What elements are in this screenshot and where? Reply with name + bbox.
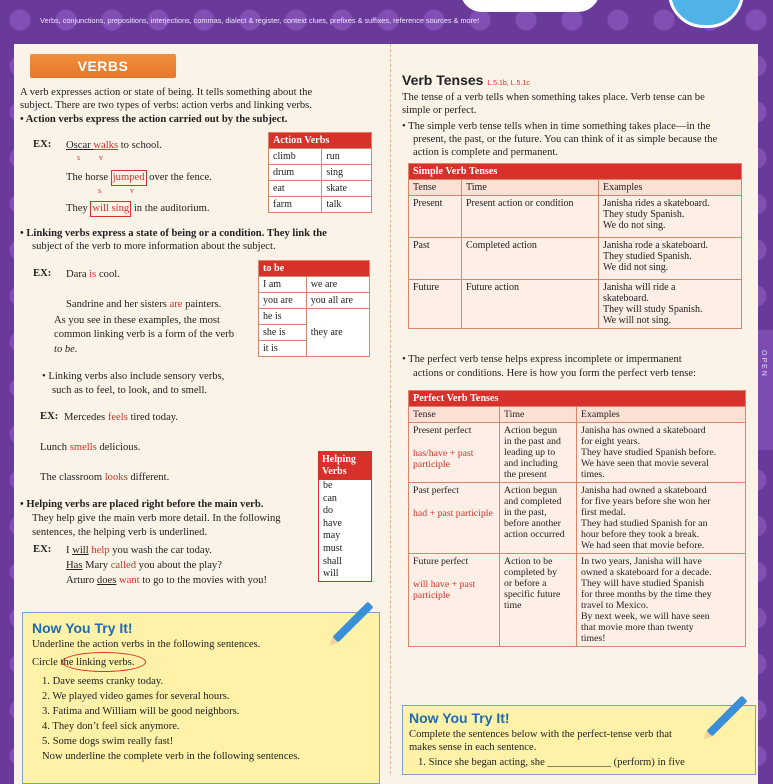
table-row: I am we are: [259, 277, 370, 293]
table-row: farm talk: [269, 197, 372, 213]
try-it-title: Now You Try It!: [409, 710, 510, 726]
table-row: Future perfect will have + past participle Action to be completed by or before a specific future time In two years, Janisha will have owned a skateboard for a decade. They will have studied Spanish for three months by the time they travel to Mexico. By next week, we will have seen that movie more than twenty times!: [409, 554, 746, 647]
table-row: drum sing: [269, 165, 372, 181]
column-divider: [390, 44, 392, 774]
table-row: eat skate: [269, 181, 372, 197]
list-item: will: [323, 568, 339, 580]
example-sentence: Has Mary called you about the play?: [66, 560, 222, 571]
intro-line: subject. There are two types of verbs: action verbs and linking verbs.: [20, 100, 312, 111]
circle-mark: [62, 652, 146, 672]
table-header-row: Tense Time Examples: [409, 180, 742, 196]
example-sentence: Lunch smells delicious.: [40, 442, 141, 453]
try-it-instruction: Complete the sentences below with the perfect-tense verb that: [409, 729, 672, 740]
helping-verbs-box: [318, 451, 372, 582]
helping-verb-bullet: • Helping verbs are placed right before the main verb.: [20, 499, 264, 510]
table-row: Present perfect has/have + past participle Action begun in the past and leading up to and including the present Janisha has owned a skateboard for eight years. They have studied Spanish before. We have seen that movie several times.: [409, 423, 746, 483]
list-item: shall: [323, 555, 342, 567]
list-item: 4. They don’t feel sick anymore.: [42, 721, 180, 732]
list-item: can: [323, 492, 337, 504]
header-tagline: Verbs, conjunctions, prepositions, interjections, commas, dialect & register, context clues, prefixes & suffixes, reference sources & more!: [40, 16, 480, 25]
intro-line: A verb expresses action or state of being. It tells something about the: [20, 87, 313, 98]
table-title: Helping Verbs: [319, 452, 371, 480]
table-row: Present Present action or condition Janisha rides a skateboard. They study Spanish. We do not sing.: [409, 196, 742, 238]
list-item: have: [323, 517, 342, 529]
table-row: Past Completed action Janisha rode a skateboard. They studied Spanish. We did not sing.: [409, 238, 742, 280]
table-row: climb run: [269, 149, 372, 165]
paragraph-line: The tense of a verb tells when something takes place. Verb tense can be: [402, 92, 705, 103]
table-row: he is they are: [259, 309, 370, 325]
example-sentence: I will help you wash the car today.: [66, 545, 212, 556]
table-row: Future Future action Janisha will ride a skateboard. They will study Spanish. We will not sing.: [409, 280, 742, 329]
example-sentence: Arturo does want to go to the movies with you!: [66, 575, 267, 586]
linking-note: common linking verb is a form of the verb: [54, 329, 235, 340]
perfect-verb-tenses-table: [408, 390, 746, 647]
verb-marker: v: [99, 153, 103, 162]
list-item: must: [323, 542, 343, 554]
list-item: 3. Fatima and William will be good neighbors.: [42, 706, 240, 717]
list-item: may: [323, 530, 341, 542]
helping-verb-text: They help give the main verb more detail. In the following: [32, 513, 281, 524]
subject-marker: s: [98, 186, 102, 195]
try-it-instruction: Now underline the complete verb in the following sentences.: [42, 751, 301, 762]
list-item: 1. Since she began acting, she ____________ (perform) in five: [418, 757, 685, 768]
sensory-text: such as to feel, to look, and to smell.: [52, 385, 208, 396]
example-sentence: The horse jumped over the fence.: [66, 170, 212, 186]
try-it-title: Now You Try It!: [32, 620, 133, 636]
title-banner: [460, 0, 600, 12]
ex-label: EX:: [40, 411, 59, 422]
linking-note: to be.: [54, 344, 78, 355]
action-verbs-table: [268, 132, 372, 213]
example-sentence: Sandrine and her sisters are painters.: [66, 299, 222, 310]
example-sentence: Dara is cool.: [66, 269, 120, 280]
table-title: to be: [259, 261, 370, 277]
ex-label: EX:: [33, 139, 52, 150]
table-row: she is: [259, 325, 370, 341]
list-item: be: [323, 480, 333, 491]
section-tab-verbs: VERBS: [30, 54, 176, 78]
example-sentence: Mercedes feels tired today.: [64, 412, 179, 423]
simple-verb-tenses-table: [408, 163, 742, 329]
table-row: it is: [259, 341, 370, 357]
linking-note: As you see in these examples, the most: [54, 315, 220, 326]
table-title: Simple Verb Tenses: [409, 164, 742, 180]
sensory-bullet: • Linking verbs also include sensory verbs,: [42, 371, 225, 382]
helping-verb-text: sentences, the helping verb is underlined.: [32, 527, 208, 538]
table-title: Action Verbs: [269, 133, 372, 149]
perfect-tense-bullet: • The perfect verb tense helps express incomplete or impermanent: [402, 354, 682, 365]
list-item: 2. We played video games for several hours.: [42, 691, 230, 702]
table-title: Perfect Verb Tenses: [409, 391, 746, 407]
table-row: you are you all are: [259, 293, 370, 309]
simple-tense-bullet: • The simple verb tense tells when in time something takes place—in the: [402, 121, 711, 132]
list-item: 1. Dave seems cranky today.: [42, 676, 164, 687]
table-header-row: Tense Time Examples: [409, 407, 746, 423]
grade-badge: [668, 0, 744, 28]
action-verb-bullet: • Action verbs express the action carried out by the subject.: [20, 114, 288, 125]
to-be-table: [258, 260, 370, 357]
header-bar: [0, 0, 773, 42]
try-it-instruction: makes sense in each sentence.: [409, 742, 537, 753]
section-title: Verb Tenses L.5.1b, L.5.1c: [402, 72, 530, 88]
paragraph-line: simple or perfect.: [402, 105, 477, 116]
try-it-instruction: Circle the linking verbs.: [32, 657, 135, 668]
list-item: 5. Some dogs swim really fast!: [42, 736, 174, 747]
ex-label: EX:: [33, 268, 52, 279]
verb-marker: v: [130, 186, 134, 195]
try-it-instruction: Underline the action verbs in the following sentences.: [32, 639, 261, 650]
side-tab: OPEN: [758, 330, 773, 450]
paragraph-line: present, the past, or the future. You can think of it as simple because the: [413, 134, 718, 145]
paragraph-line: action is complete and permanent.: [413, 147, 559, 158]
linking-verb-text: subject of the verb to more information about the subject.: [32, 241, 276, 252]
example-sentence: Oscar walks to school.: [66, 140, 162, 151]
list-item: do: [323, 505, 333, 517]
paragraph-line: actions or conditions. Here is how you form the perfect verb tense:: [413, 368, 697, 379]
example-sentence: The classroom looks different.: [40, 472, 170, 483]
ex-label: EX:: [33, 544, 52, 555]
example-sentence: They will sing in the auditorium.: [66, 201, 209, 217]
table-row: Past perfect had + past participle Action begun and completed in the past, before another action occurred Janisha had owned a skateboard for five years before she won her first medal. They had studied Spanish for an hour before they took a break. We had seen that movie before.: [409, 483, 746, 554]
subject-marker: s: [77, 153, 81, 162]
linking-verb-bullet: • Linking verbs express a state of being or a condition. They link the: [20, 228, 327, 239]
